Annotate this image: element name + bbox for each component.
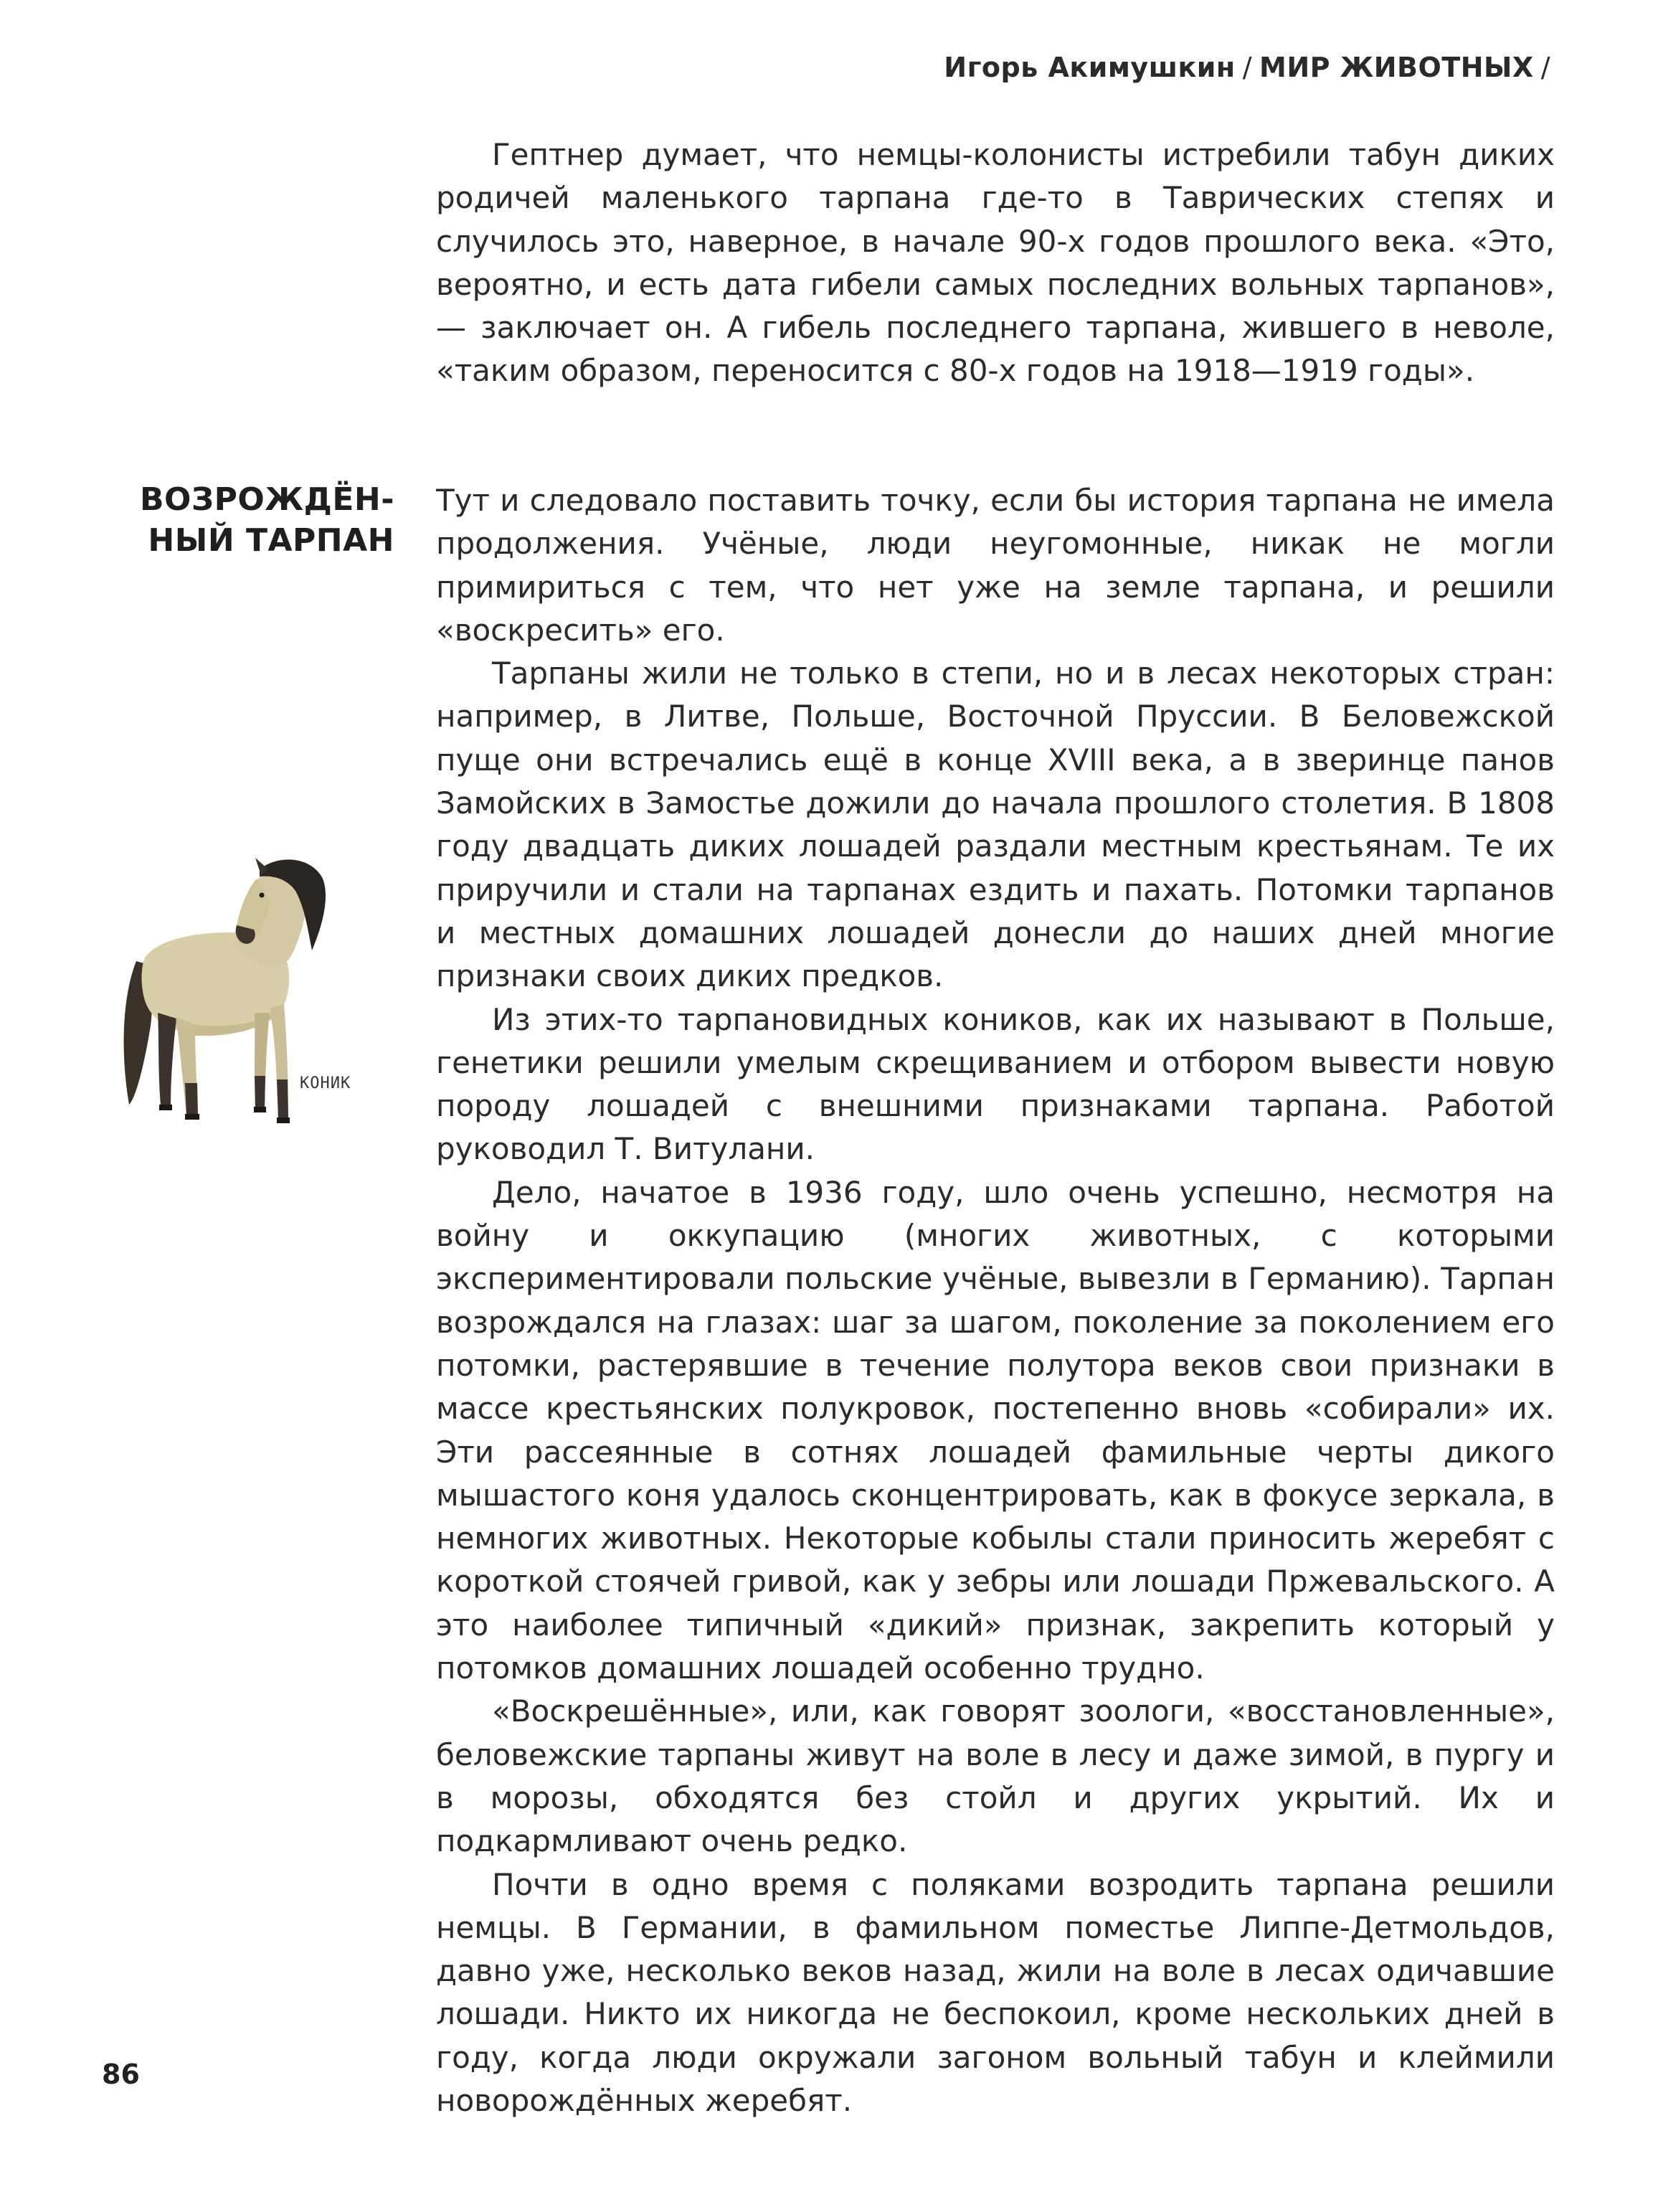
section-heading-line-1: ВОЗРОЖДЁН- [139, 481, 394, 518]
intro-text-block [436, 133, 1555, 393]
section-body [436, 479, 1555, 2122]
book-title: МИР ЖИВОТНЫХ [1259, 52, 1534, 83]
figure-caption: КОНИК [300, 1074, 351, 1092]
konik-figure [108, 825, 394, 1148]
body-paragraph-2: Тарпаны жили не только в степи, но и в лесах некоторых стран: например, в Литве, Польше, Восточной Пруссии. В Беловежской пуще они встречались ещё в конце XVIII века, а в зверинце панов Замойских в Замостье дожили до начала прошлого столетия. В 1808 году двадцать диких лошадей раздали местным крестьянам. Те их приручили и стали на тарпанах ездить и пахать. Потомки тарпанов и местных домашних лошадей донесли до наших дней многие признаки своих диких предков. [436, 656, 1555, 994]
body-paragraph-6: Почти в одно время с поляками возродить тарпана решили немцы. В Германии, в фамильном поместье Липпе-Детмольдов, давно уже, несколько веков назад, жили на воле в лесах одичавшие лошади. Никто их никогда не беспокоил, кроме нескольких дней в году, когда люди окружали загоном вольный табун и клеймили новорождённых жеребят. [436, 1866, 1555, 2118]
section-heading-line-2: НЫЙ ТАРПАН [148, 522, 394, 559]
konik-horse-icon [108, 825, 394, 1148]
page-number: 86 [102, 2059, 140, 2090]
section-heading [108, 479, 394, 561]
body-paragraph-5: «Воскрешённые», или, как говорят зоологи, «восстановленные», беловежские тарпаны живут на воле в лесу и даже зимой, в пургу и в морозы, обходятся без стойл и других укрытий. Их и подкармливают очень редко. [436, 1693, 1555, 1859]
head-trailing-separator: / [1540, 52, 1550, 83]
head-separator: / [1242, 52, 1252, 83]
running-head [944, 52, 1558, 83]
intro-paragraph: Гептнер думает, что немцы-колонисты истребили табун диких родичей маленького тарпана где-то в Таврических степях и случилось это, наверное, в начале 90-х годов прошлого века. «Это, вероятно, и есть дата гибели самых последних вольных тарпанов», — заключает он. А гибель последнего тарпана, жившего в неволе, «таким образом, переносится с 80-х годов на 1918—1919 годы». [436, 137, 1555, 389]
body-paragraph-1: Тут и следовало поставить точку, если бы история тарпана не имела продолжения. Учёные, люди неугомонные, никак не могли примириться с тем, что нет уже на земле тарпана, и решили «воскресить» его. [436, 483, 1555, 648]
author-name: Игорь Акимушкин [944, 52, 1236, 83]
body-paragraph-4: Дело, начатое в 1936 году, шло очень успешно, несмотря на войну и оккупацию (многих животных, с которыми экспериментировали польские учёные, вывезли в Германию). Тарпан возрождался на глазах: шаг за шагом, поколение за поколением его потомки, растерявшие в течение полутора веков свои признаки в массе крестьянских полукровок, постепенно вновь «собирали» их. Эти рассеянные в сотнях лошадей фамильные черты дикого мышастого коня удалось сконцентрировать, как в фокусе зеркала, в немногих животных. Некоторые кобылы стали приносить жеребят с короткой стоячей гривой, как у зебры или лошади Пржевальского. А это наиболее типичный «дикий» признак, закрепить который у потомков домашних лошадей особенно трудно. [436, 1174, 1555, 1686]
body-paragraph-3: Из этих-то тарпановидных коников, как их называют в Польше, генетики решили умелым скрещиванием и отбором вывести новую породу лошадей с внешними признаками тарпана. Работой руководил Т. Витулани. [436, 1001, 1555, 1167]
